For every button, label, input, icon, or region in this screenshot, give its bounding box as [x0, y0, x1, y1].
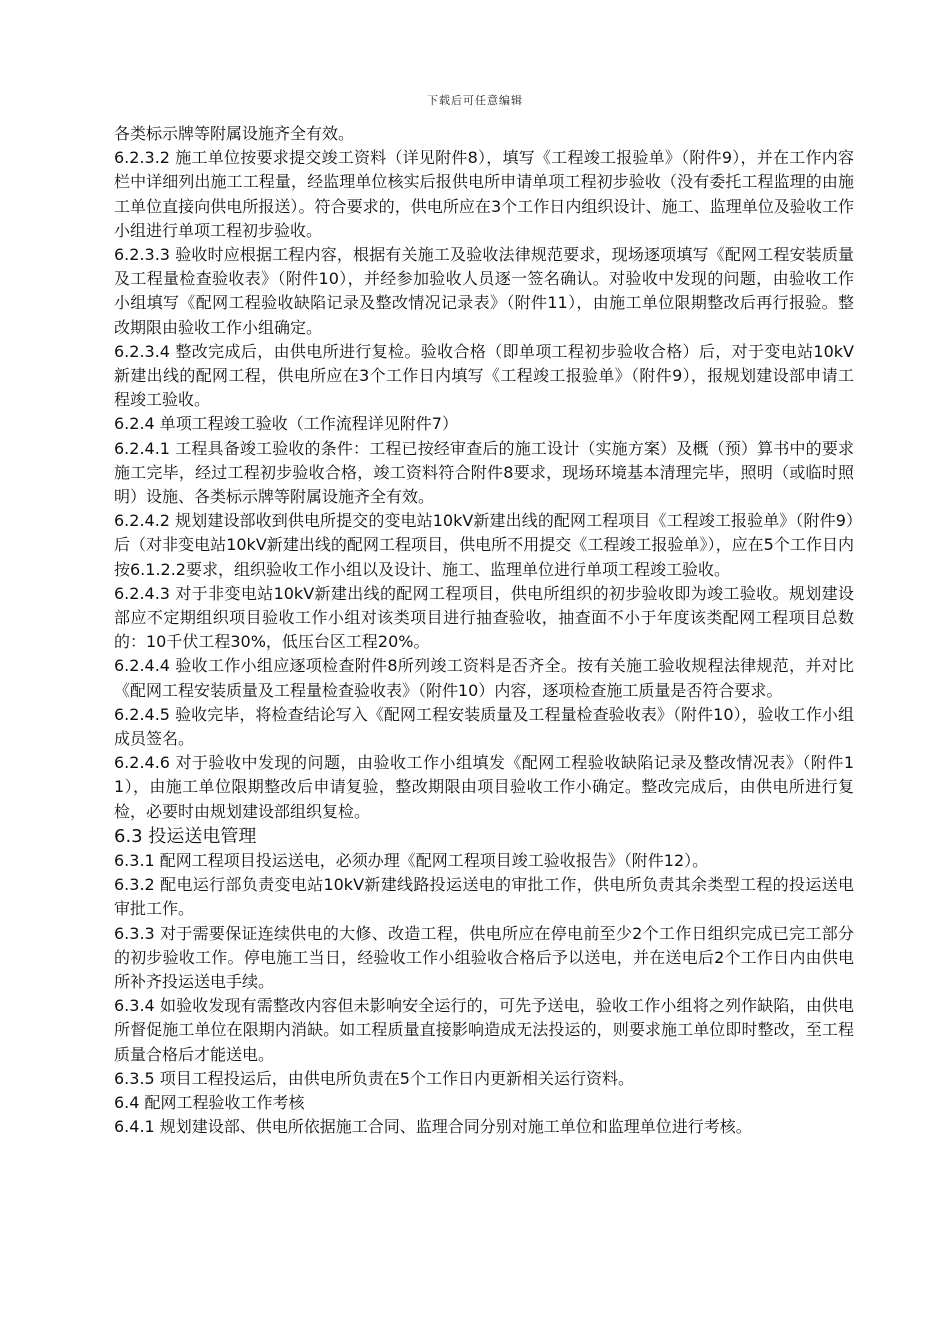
paragraph: 6.4.1 规划建设部、供电所依据施工合同、监理合同分别对施工单位和监理单位进行考核。	[114, 1117, 752, 1137]
paragraph: 6.2.4.2 规划建设部收到供电所提交的变电站10kV新建出线的配网工程项目《工程竣工报验单》（附件9）后（对非变电站10kV新建出线的配网工程项目，供电所不用提交《工程竣工报验单》），应在5个工作日内按6.1.2.2要求，组织验收工作小组以及设计、施工、监理单位进行单项工程竣工验收。	[114, 511, 854, 579]
paragraph: 6.2.4.4 验收工作小组应逐项检查附件8所列竣工资料是否齐全。按有关施工验收规程法律规范，并对比《配网工程安装质量及工程量检查验收表》（附件10）内容，逐项检查施工质量是否符合要求。	[114, 656, 854, 700]
paragraph: 6.3.5 项目工程投运后，由供电所负责在5个工作日内更新相关运行资料。	[114, 1068, 634, 1088]
paragraph: 6.3.2 配电运行部负责变电站10kV新建线路投运送电的审批工作，供电所负责其余类型工程的投运送电审批工作。	[114, 875, 854, 919]
paragraph: 6.4 配网工程验收工作考核	[114, 1092, 305, 1112]
paragraph: 6.2.4 单项工程竣工验收（工作流程详见附件7）	[114, 414, 458, 434]
paragraph: 6.3.3 对于需要保证连续供电的大修、改造工程，供电所应在停电前至少2个工作日组织完成已完工部分的初步验收工作。停电施工当日，经验收工作小组验收合格后予以送电，并在送电后2个工作日内由供电所补齐投运送电手续。	[114, 923, 854, 991]
paragraph: 6.2.3.3 验收时应根据工程内容，根据有关施工及验收法律规范要求，现场逐项填写《配网工程安装质量及工程量检查验收表》（附件10），并经参加验收人员逐一签名确认。对验收中发现的问题，由验收工作小组填写《配网工程验收缺陷记录及整改情况记录表》（附件11），由施工单位限期整改后再行报验。整改期限由验收工作小组确定。	[114, 245, 854, 337]
paragraph: 6.2.4.6 对于验收中发现的问题，由验收工作小组填发《配网工程验收缺陷记录及整改情况表》（附件11），由施工单位限期整改后申请复验，整改期限由项目验收工作小确定。整改完成后，由供电所进行复检，必要时由规划建设部组织复检。	[114, 753, 854, 821]
paragraph: 6.2.4.3 对于非变电站10kV新建出线的配网工程项目，供电所组织的初步验收即为竣工验收。规划建设部应不定期组织项目验收工作小组对该类项目进行抽查验收，抽查面不小于年度该类配网工程项目总数的：10千伏工程30%，低压台区工程20%。	[114, 583, 854, 652]
paragraph: 6.2.4.5 验收完毕，将检查结论写入《配网工程安装质量及工程量检查验收表》（附件10），验收工作小组成员签名。	[114, 704, 854, 749]
paragraph: 6.2.3.2 施工单位按要求提交竣工资料（详见附件8），填写《工程竣工报验单》（附件9），并在工作内容栏中详细列出施工工程量，经监理单位核实后报供电所申请单项工程初步验收（没有委托工程监理的由施工单位直接向供电所报送）。符合要求的，供电所应在3个工作日内组织设计、施工、监理单位及验收工作小组进行单项工程初步验收。	[114, 148, 854, 240]
paragraph: 6.3.1 配网工程项目投运送电，必须办理《配网工程项目竣工验收报告》（附件12）。	[114, 850, 709, 870]
section-heading: 6.3 投运送电管理	[114, 825, 257, 847]
paragraph: 6.2.4.1 工程具备竣工验收的条件：工程已按经审查后的施工设计（实施方案）及概（预）算书中的要求施工完毕，经过工程初步验收合格，竣工资料符合附件8要求，现场环境基本清理完毕，照明（或临时照明）设施、各类标示牌等附属设施齐全有效。	[114, 438, 854, 507]
page-header: 下载后可任意编辑	[427, 94, 523, 107]
paragraph: 各类标示牌等附属设施齐全有效。	[114, 124, 355, 143]
document-body	[114, 122, 854, 1139]
paragraph: 6.3.4 如验收发现有需整改内容但未影响安全运行的，可先予送电，验收工作小组将之列作缺陷，由供电所督促施工单位在限期内消缺。如工程质量直接影响造成无法投运的，则要求施工单位即时整改，至工程质量合格后才能送电。	[114, 996, 854, 1064]
paragraph: 6.2.3.4 整改完成后，由供电所进行复检。验收合格（即单项工程初步验收合格）后，对于变电站10kV新建出线的配网工程，供电所应在3个工作日内填写《工程竣工报验单》（附件9），报规划建设部申请工程竣工验收。	[114, 341, 854, 410]
